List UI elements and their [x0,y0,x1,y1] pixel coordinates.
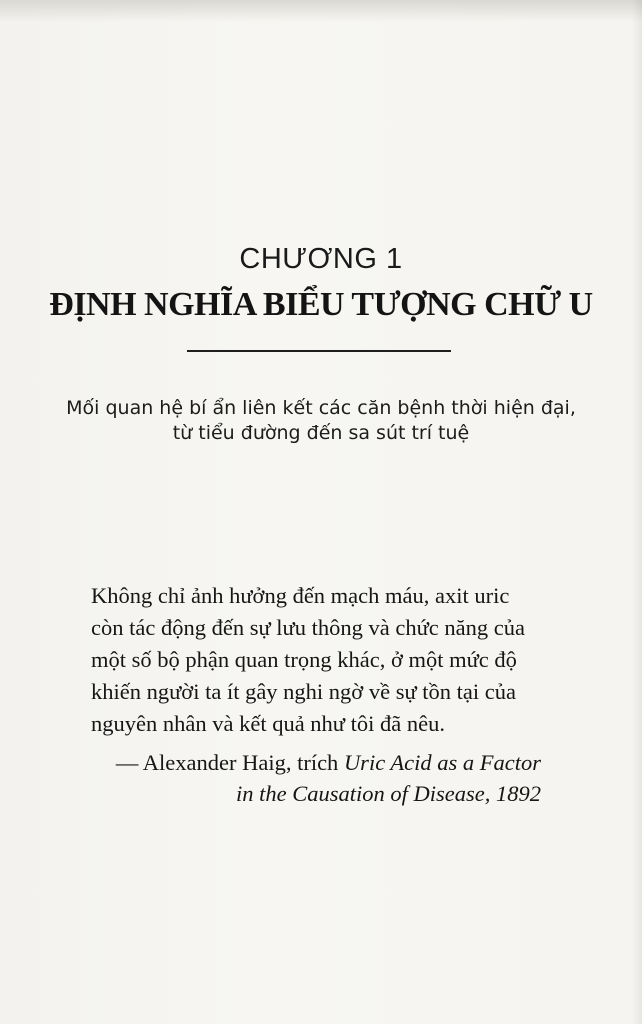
chapter-subtitle [0,396,642,446]
page-right-edge [632,0,642,1024]
quote-line: còn tác động đến sự lưu thông và chức năng của [91,615,525,640]
quote-line: nguyên nhân và kết quả như tôi đã nêu. [91,711,445,736]
page-top-shadow [0,0,642,22]
quote-line: khiến người ta ít gây nghi ngờ về sự tồn tại của [91,679,516,704]
attribution-work-part1: Uric Acid as a Factor [343,750,541,775]
attribution-line-1 [116,747,541,778]
quote-line: một số bộ phận quan trọng khác, ở một mức độ [91,647,517,672]
epigraph-quote [91,580,541,740]
chapter-label: CHƯƠNG 1 [239,243,403,275]
epigraph-attribution [116,747,541,809]
chapter-title: ĐỊNH NGHĨA BIỂU TƯỢNG CHỮ U [49,286,593,323]
quote-line: Không chỉ ảnh hưởng đến mạch máu, axit uric [91,583,510,608]
title-divider [187,350,451,352]
attribution-prefix: — Alexander Haig, trích [115,750,344,775]
subtitle-line-1: Mối quan hệ bí ẩn liên kết các căn bệnh thời hiện đại, [66,397,576,419]
attribution-work-part2: in the Causation of Disease, 1892 [236,781,541,806]
subtitle-line-2: từ tiểu đường đến sa sút trí tuệ [172,422,470,444]
attribution-line-2 [116,778,541,809]
